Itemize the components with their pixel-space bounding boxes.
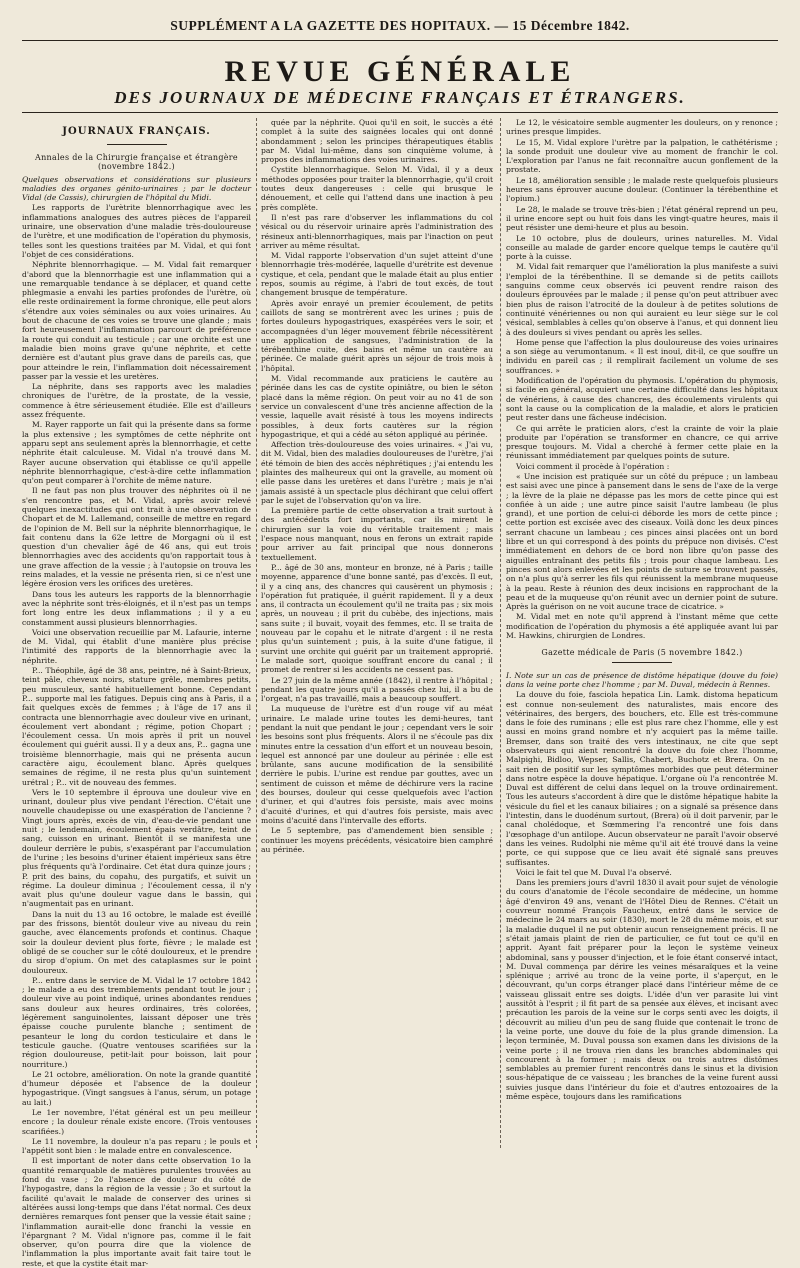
column-divider-1 <box>256 118 257 1148</box>
masthead-title: REVUE GÉNÉRALE <box>224 55 576 88</box>
journal-subtitle: Annales de la Chirurgie française et étrangère (novembre 1842.) <box>35 153 238 172</box>
supplement-line: SUPPLÉMENT A LA GAZETTE DES HOPITAUX. — 15 Décembre 1842. <box>170 18 630 33</box>
paragraph: Cystite blennorrhagique. Selon M. Vidal, il y a deux méthodes opposées pour traiter la blennorrhagie, qu'il croit toutes deux dangereuses : celle qui brusque le dénouement, et celle qui l'attend dans une inaction à peu près complète. <box>261 165 493 212</box>
paragraph: P... entre dans le service de M. Vidal le 17 octobre 1842 ; le malade a eu des tremblements pendant tout le jour ; douleur vive au point indiqué, urines abondantes rendues sans douleur aux heures ordinaires, très colorées, légèrement sanguinolentes, laissant déposer une très épaisse couche purulente blanche ; sentiment de pesanteur le long du cordon testiculaire et dans le testicule gauche. (Quatre ventouses scarifiées sur la région douloureuse, petit-lait pour boisson, lait pour nourriture.) <box>22 975 251 1069</box>
article-title: Quelques observations et considérations sur plusieurs maladies des organes génito-urinaires ; par le docteur Vidal (de Cassis), chirurgien de l'hôpital du Midi. <box>22 174 251 203</box>
paragraph: M. Vidal fait remarquer que l'amélioration la plus manifeste a suivi l'emploi de la térébenthine. Il se demande si de petits caillots sanguins comme ceux observés ici peuvent rendre raison des douleurs éprouvées par le malade ; il pense qu'on peut attribuer avec bien plus de raison l'atrocité de la douleur à de petites solutions de continuité vénériennes ou non qui auraient eu leur siège sur le col vésical, semblables à celles qu'on observe à l'anus, et qui donnent lieu à des douleurs si vives pendant ou après les selles. <box>506 262 778 337</box>
paragraph: Dans la nuit du 13 au 16 octobre, le malade est éveillé par des frissons, bientôt douleur vive au niveau du rein gauche, avec élancements profonds et continus. Chaque soir la douleur devient plus forte, fièvre ; le malade est obligé de se coucher sur le côté douloureux, et le prendre du sirop d'opium. On met des cataplasmes sur le point douloureux. <box>22 909 251 975</box>
paragraph: Le 15, M. Vidal explore l'urètre par la palpation, le cathétérisme ; la sonde produit une douleur vive au moment de franchir le col. L'exploration par l'anus ne fait reconnaître aucun gonflement de la prostate. <box>506 137 778 175</box>
paragraph: Home pense que l'affection la plus douloureuse des voies urinaires a son siège au verumontanum. « Il est inouï, dit-il, ce que souffre un individu en pareil cas ; il remplirait facilement un volume de ses souffrances. » <box>506 337 778 375</box>
paragraph: M. Rayer rapporte un fait qui la présente dans sa forme la plus extensive ; les symptômes de cette néphrite ont apparu sept ans seulement après la blennorrhagie, et cette néphrite était calculeuse. M. Vidal n'a trouvé dans M. Rayer aucune observation qui établisse ce qu'il appelle néphrite blennorrhagique, c'est-à-dire cette inflammation qu'on peut comparer à l'orchite de même nature. <box>22 420 251 486</box>
paragraph: Le 28, le malade se trouve très-bien ; l'état général reprend un peu, il urine encore sept ou huit fois dans les vingt-quatre heures, mais il peut résister une demi-heure et plus au besoin. <box>506 204 778 233</box>
paragraph: P... Théophile, âgé de 38 ans, peintre, né à Saint-Brieux, teint pâle, cheveux noirs, stature grêle, membres petits, peu musculeux, santé habituellement bonne. Cependant P... supporte mal les fatigues. Depuis cinq ans à Paris, il a fait quelques excès de femmes ; à l'âge de 17 ans il contracta une blennorrhagie avec douleur vive en urinant, écoulement vert abondant ; régime, potion Chopart ; l'écoulement cessa. Un mois après il prit un nouvel écoulement qui guérit aussi. Il y a deux ans, P... gagna une troisième blennorrhagie, mais qui ne présenta aucun caractère aigu, écoulement blanc. Après quelques semaines de régime, il ne resta plus qu'un suintement urétral ; P... vit de nouveau des femmes. <box>22 666 251 787</box>
paragraph: Affection très-douloureuse des voies urinaires. « J'ai vu, dit M. Vidal, bien des maladies douloureuses de l'urètre, j'ai été témoin de bien des accès néphrétiques ; j'ai entendu les plaintes des malheureux qui ont la gravelle, au moment où elle passe dans les uretères et dans l'urètre ; mais je n'ai jamais assisté à un spectacle plus déchirant que celui offert par le sujet de l'observation qu'on va lire. <box>261 440 493 505</box>
column-1 <box>22 118 252 1268</box>
masthead-subtitle: DES JOURNAUX DE MÉDECINE FRANÇAIS ET ÉTRANGERS. <box>114 88 686 107</box>
paragraph: Dans les premiers jours d'avril 1830 il avait pour sujet de vénologie du cours d'anatomie de l'école secondaire de médecine, un homme âgé d'environ 49 ans, venant de l'Hôtel Dieu de Rennes. C'était un couvreur nommé François Faucheux, entré dans le service de médecine le 24 mars au soir (1830), mort le 28 du même mois, et sur la maladie duquel il ne put obtenir aucun renseignement précis. Il ne s'était jamais plaint de rien de particulier, ce fut tout ce qu'il en apprit. Ayant fait préparer pour la leçon le système veineux abdominal, sans y pousser d'injection, et le foie étant conservé intact, M. Duval commença par dérire les veines mésaraïques et la veine splénique ; arrivé au tronc de la veine porte, il s'aperçut, en le découvrant, qu'un corps étranger placé dans l'intérieur même de ce vaisseau glissait entre ses doigts. L'idée d'un ver parasite lui vint aussitôt à l'esprit ; il fit part de sa pensée aux élèves, et incisant avec précaution les parois de la veine sur le corps senti avec les doigts, il découvrit au milieu d'un peu de sang fluide que contenait le tronc de la veine porte, une douve du foie de la plus grande dimension. La leçon terminée, M. Duval poussa son examen dans les divisions de la veine porte ; il ne trouva rien dans les branches abdominales qui concourent à la former ; mais deux ou trois autres distômes semblables au premier furent rencontrés dans le sinus et la division sous-hépatique de ce vaisseau ; les branches de la veine furent aussi suivies jusque dans l'intérieur du foie et d'autres entozoaires de la même espèce, toujours dans les ramifications <box>506 878 778 1101</box>
paragraph: Il n'est pas rare d'observer les inflammations du col vésical ou du réservoir urinaire après l'administration des résineux anti-blennorrhagiques, mais par l'inaction on peut arriver au même résultat. <box>261 212 493 250</box>
paragraph: P... âgé de 30 ans, monteur en bronze, né à Paris ; taille moyenne, apparence d'une bonne santé, pas d'excès. Il eut, il y a cinq ans, des chancres qui causèrent un phymosis ; l'opération fut pratiquée, il guérit rapidement. Il y a deux ans, il contracta un écoulement qu'il ne traita pas ; six mois après, un nouveau ; il prit du cubèbe, des injections, mais sans suite ; il buvait, voyait des femmes, etc. Il se traita de nouveau par le copahu et le nitrate d'argent : il ne resta plus qu'un suintement ; puis, à la suite d'une fatigue, il survint une orchite qui guérit par un traitement approprié. Le malade sort, quoique souffrant encore du canal ; il promet de rentrer si les accidents ne cessent pas. <box>261 562 493 675</box>
paragraph: Dans tous les auteurs les rapports de la blennorrhagie avec la néphrite sont très-éloignés, et il n'est pas un temps fort long entre les deux inflammations ; il y a eu constamment aussi plusieurs blennorrhagies. <box>22 589 251 627</box>
top-rule <box>22 40 778 41</box>
section-rule <box>107 144 167 145</box>
paragraph: Voici comment il procède à l'opération : <box>516 461 670 471</box>
paragraph: Les rapports de l'urètrite blennorrhagique avec les inflammations analogues des autres pièces de l'appareil urinaire, une observation d'une maladie très-douloureuse de l'urètre, et une modification de l'opération du phymosis, telles sont les questions traitées par M. Vidal, et qui font l'objet de ces considérations. <box>22 203 251 259</box>
paragraph: Voici une observation recueillie par M. Lafaurie, interne de M. Vidal, qui établit d'une manière plus précise l'intimité des rapports de la blennorrhagie avec la néphrite. <box>22 627 251 665</box>
paragraph: La néphrite, dans ses rapports avec les maladies chroniques de l'urètre, de la prostate, de la vessie, commence à être sérieusement étudiée. Elle est d'ailleurs assez fréquente. <box>22 382 251 420</box>
paragraph: Le 5 septembre, pas d'amendement bien sensible ; continuer les moyens précédents, vésicatoire bien camphré au périnée. <box>261 826 493 854</box>
masthead-rule <box>22 112 778 113</box>
paragraph: La douve du foie, fasciola hepatica Lin. Lamk. distoma hepaticum est connue non-seulement des naturalistes, mais encore des vétérinaires, des bergers, des bouchers, etc. Elle est très-commune dans le foie des ruminans ; elle est plus rare chez l'homme, elle y est aussi en moins grand nombre et n'y acquiert pas la même taille. Bremser, dans son traité des vers intestinaux, ne cite que sept observateurs qui aient rencontré la douve du foie chez l'homme, Malpighi, Bidloo, Wepser, Sallis, Chabert, Buchotz et Brera. On ne sait rien de positif sur les symptômes morbides que peut déterminer dans notre espèce la douve hépatique. L'organe où l'a rencontrée M. Duval est différent de celui dans lequel on la trouve ordinairement. Tous les auteurs s'accordent à dire que le distôme hépatique habite la vésicule du fiel et les canaux biliaires ; on a signalé sa présence dans l'intestin, dans le duodénum surtout, (Brera) où il doit parvenir, par le canal cholédoque, et Sœmmering l'a rencontré une fois dans l'œsophage d'un antilope. Aucun observateur ne paraît l'avoir observé dans les veines. Rudolphi nie même qu'il ait été trouvé dans la veine porte, ce qui suppose que ce lieu avait été signalé sans preuves suffisantes. <box>506 690 778 867</box>
paragraph: La muqueuse de l'urètre est d'un rouge vif au méat urinaire. Le malade urine toutes les demi-heures, tant pendant la nuit que pendant le jour ; cependant vers le soir les besoins sont plus fréquents. Alors il ne s'écoule pas dix minutes entre la cessation d'un effort et un nouveau besoin, lequel est annoncé par une douleur au périnée : elle est brûlante, sans aucune modification de la sensibilité derrière le pubis. L'urine est rendue par gouttes, avec un sentiment de cuisson et même de déchirure vers la racine des bourses, douleur qui cesse quelquefois avec l'action d'uriner, et qui d'autres fois persiste, mais avec moins d'acuité d'urines, et qui d'autres fois persiste, mais avec moins d'acuité dans l'intervalle des efforts. <box>261 704 493 825</box>
paragraph: Vers le 10 septembre il éprouva une douleur vive en urinant, douleur plus vive pendant l'érection. C'était une nouvelle chaudepisse ou une exaspération de l'ancienne ? Vingt jours après, excès de vin, d'eau-de-vie pendant une nuit ; le lendemain, écoulement épais verdâtre, teint de sang, cuisson en urinant. Bientôt il se manifesta une douleur derrière le pubis, s'exaspérant par l'accumulation de l'urine ; les besoins d'uriner étaient impérieux sans être plus fréquents qu'à l'ordinaire. Cet état dura quinze jours ; P. prit des bains, du copahu, des purgatifs, et suivit un régime. La douleur diminua ; l'écoulement cessa, il n'y avait plus qu'une douleur vague dans le bassin, qui n'augmentait pas en urinant. <box>22 787 251 909</box>
paragraph: Il ne faut pas non plus trouver des néphrites où il ne s'en rencontre pas, et M. Vidal, après avoir relevé quelques inexactitudes qui ont trait à une observation de Chopart et de M. Lallemand, conseille de mettre en regard de l'opinion de M. Bell sur la néphrite blennorrhagique, le fait contenu dans la 62e lettre de Morgagni où il est question d'un chevalier âgé de 46 ans, qui eut trois blennorrhagies avec des accidents qu'on rapportait tous à une grave affection de la vessie ; à l'autopsie on trouva les reins malades, et la vessie ne présenta rien, si ce n'est une légère érosion vers les orifices des uretères. <box>22 486 251 589</box>
paragraph: Modification de l'opération du phymosis. L'opération du phymosis, si facile en général, acquiert une certaine difficulté dans les hôpitaux de vénériens, à cause des chancres, des écoulements virulents qui sont la cause ou la complication de la maladie, et alors le praticien peut rester dans une fâcheuse indécision. <box>506 376 778 423</box>
paragraph: Néphrite blennorrhagique. — M. Vidal fait remarquer d'abord que la blennorrhagie est une inflammation qui a une remarquable tendance à se déplacer, et quand cette phlegmasie a envahi les parties profondes de l'urètre, où elle reste ordinairement la forme chronique, elle peut alors s'étendre aux voies séminales ou aux voies urinaires. Au bout de chacune de ces voies se trouve une glande ; mais fort heureusement l'inflammation parcourt de préférence la route qui conduit au testicule ; car une orchite est une maladie bien moins grave qu'une néphrite, et cette dernière est d'autant plus grave dans de pareils cas, que pour atteindre le rein, l'inflammation doit nécessairement passer par la vessie et les uretères. <box>22 260 252 381</box>
column-3 <box>506 118 778 1148</box>
paragraph: Le 1er novembre, l'état général est un peu meilleur encore ; la douleur rénale existe encore. (Trois ventouses scarifiées.) <box>22 1107 251 1136</box>
paragraph: Après avoir enrayé un premier écoulement, de petits caillots de sang se montrèrent avec les urines ; puis de fortes douleurs hypogastriques, exaspérées vers le soir, et accompagnées d'un léger mouvement fébrile nécessitèrent une application de sangsues, l'administration de la térébenthine cuite, des bains et même un cautère au périnée. Ce malade guérit après un séjour de trois mois à l'hôpital. <box>261 298 493 373</box>
paragraph: « Une incision est pratiquée sur un côté du prépuce ; un lambeau est saisi avec une pince à pansement dans le sens de l'axe de la verge ; la lèvre de la plaie ne dépasse pas les mors de cette pince qui est confiée à un aide ; une autre pince saisit l'autre lambeau (le plus grand), et une portion de celui-ci déborde les mors de cette pince ; cette portion est excisée avec des ciseaux. Voilà donc les deux pinces serrant chacune un lambeau ; ces pinces ainsi placées ont un bord libre et un qui correspond à des points du prépuce non divisés. C'est immédiatement en dehors de ce bord non libre qu'on passe des aiguilles entraînant des petits fils ; trois pour chaque lambeau. Les pinces sont alors enlevées et les points de suture se trouvent passés, on n'a plus qu'à serrer les fils qui réunissent la membrane muqueuse à la peau. Reste à réunion des deux incisions en rapprochant de la peau et de la muqueuse qu'on réunit avec un dernier point de suture. Après la guérison on ne voit aucune trace de cicatrice. » <box>506 471 778 612</box>
paragraph: M. Vidal met en note qu'il apprend à l'instant même que cette modification de l'opération du phymosis a été appliquée avant lui par M. Hawkins, chirurgien de Londres. <box>506 612 778 641</box>
paragraph: Voici le fait tel que M. Duval l'a observé. <box>516 867 672 877</box>
paragraph: Il est important de noter dans cette observation 1o la quantité remarquable de matières purulentes trouvées au fond du vase ; 2o l'absence de douleur du côté de l'hypogastre, dans la région de la vessie ; 3o et surtout la facilité qu'avait le malade de conserver des urines si altérées aussi long-temps que dans l'état normal. Ces deux dernières remarques font penser que la vessie était saine ; l'inflammation aurait-elle donc franchi la vessie en l'épargnant ? M. Vidal n'ignore pas, comme il le fait observer, qu'on pourra dire que la violence de l'inflammation la plus importante avait fait taire tout le reste, et que la cystite était mar- <box>22 1156 251 1268</box>
paragraph: quée par la néphrite. Quoi qu'il en soit, le succès a été complet à la suite des saignées locales qui ont donné abondamment ; selon les principes thérapeutiques établis par M. Vidal lui-même, dans son cinquième volume, à propos des inflammations des voies urinaires. <box>261 118 493 165</box>
journal-subtitle: Gazette médicale de Paris (5 novembre 1842.) <box>541 648 743 658</box>
section-title: JOURNAUX FRANÇAIS. <box>62 126 211 137</box>
column-2 <box>261 118 493 1148</box>
paragraph: M. Vidal rapporte l'observation d'un sujet atteint d'une blennorrhagie très-modérée, laquelle d'urétrite est devenue cystique, et cela, pendant que le malade était au plus entier repos, soumis au régime, à l'abri de tout excès, de tout changement brusque de température. <box>261 251 493 298</box>
paragraph: Le 11 novembre, la douleur n'a pas reparu ; le pouls et l'appétit sont bien : le malade entre en convalescence. <box>22 1136 251 1156</box>
paragraph: Le 27 juin de la même année (1842), il rentre à l'hôpital ; pendant les quatre jours qu'il a passés chez lui, il a bu de l'orgeat, n'a pas travaillé, mais a beaucoup souffert. <box>261 675 493 704</box>
paragraph: Le 18, amélioration sensible ; le malade reste quelquefois plusieurs heures sans éprouver aucune douleur. (Continuer la térébenthine et l'opium.) <box>506 175 778 204</box>
article-title: I. Note sur un cas de présence de distôme hépatique (douve du foie) dans la veine porte chez l'homme ; par M. Duval, médecin à Rennes. <box>506 670 778 689</box>
column-divider-2 <box>500 118 501 1148</box>
paragraph: Ce qui arrête le praticien alors, c'est la crainte de voir la plaie produite par l'opération se transformer en chancre, ce qui arrive presque toujours. M. Vidal a cherché à fermer cette plaie en la réunissant immédiatement par quelques points de suture. <box>506 423 778 461</box>
paragraph: La première partie de cette observation a trait surtout à des antécédents fort importants, car ils mirent le chirurgien sur la voie du véritable traitement ; mais l'espace nous manquant, nous en ferons un extrait rapide pour arriver au fait principal que nous donnerons textuellement. <box>261 506 493 562</box>
paragraph: Le 10 octobre, plus de douleurs, urines naturelles. M. Vidal conseille au malade de garder encore quelque temps le cautère qu'il porte à la cuisse. <box>506 233 778 262</box>
paragraph: M. Vidal recommande aux praticiens le cautère au périnée dans les cas de cystite opiniâtre, ou bien le séton placé dans la même région. On peut voir au no 41 de son service un convalescent d'une très ancienne affection de la vessie, laquelle avait résisté à tous les moyens indirects possibles, à deux forts cautères sur la région hypogastrique, et qui a cédé au séton appliqué au périnée. <box>261 374 493 439</box>
paragraph: Le 12, le vésicatoire semble augmenter les douleurs, on y renonce ; urines presque limpides. <box>506 118 778 137</box>
paragraph: Le 21 octobre, amélioration. On note la grande quantité d'humeur déposée et l'absence de la douleur hypogastrique. (Vingt sangsues à l'anus, sérum, un potage au lait.) <box>22 1069 251 1107</box>
section-rule <box>612 662 672 663</box>
